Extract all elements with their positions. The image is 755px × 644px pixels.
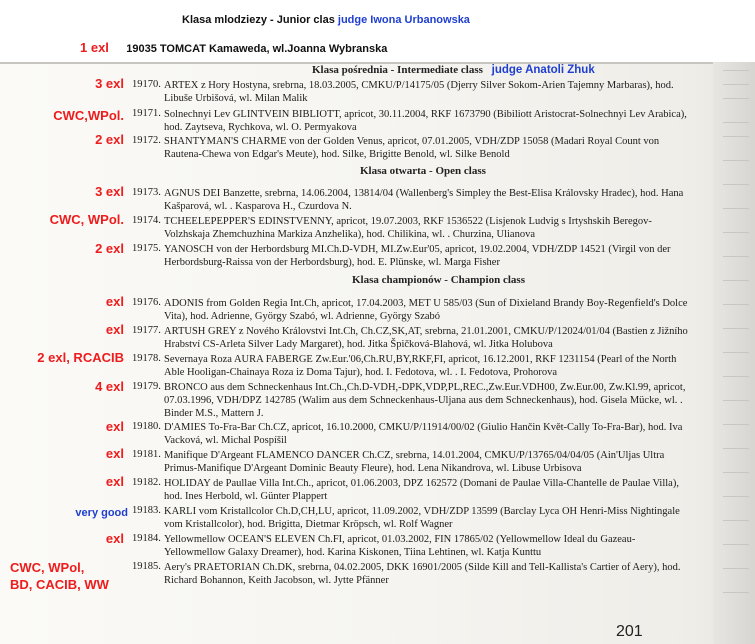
junior-entry-text: 19035 TOMCAT Kamaweda, wl.Joanna Wybranska (126, 43, 388, 55)
result-19176: exl (105, 294, 124, 309)
result-19175: 2 exl (95, 241, 124, 256)
catalogue-number-19181: 19181. (132, 449, 161, 460)
entry-text-19183: KARLI vom Kristallcolor Ch.D,CH,LU, apricot, 11.09.2002, VDH/ZDP 13599 (Barclay Lyca OH Henri-Miss Nightingale vom Kristallcolor), hod. Brigitta, Dietmar Kröpsch, wl. Rolf Wagner (164, 506, 680, 530)
entry-text-19173: AGNUS DEI Banzette, srebrna, 14.06.2004, 13814/04 (Wallenberg's Simpley the Best-Elisa Královsky Hradec), hod. Hana Kašparová, wl. . Kasparova H., Czurdova N. (164, 188, 684, 212)
result-19185-line-2: BD, CACIB, WW (10, 577, 109, 592)
entry-text-19179: BRONCO aus dem Schneckenhaus Int.Ch.,Ch.D-VDH,-DPK,VDP,PL,REC.,Zw.Eur.VDH00, Zw.Eur.00, Zw.Kl.99, apricot, 07.03.1996, VDH/DPZ 142785 (Walim aus dem Schneckenhaus-Uljana aus dem Schneckenhaus), hod. Gisela Mücke, wl. . Binder M.S., Mattern J. (164, 382, 686, 419)
header-area (0, 0, 755, 62)
result-19181: exl (105, 446, 124, 461)
entry-text-19185: Aery's PRAETORIAN Ch.DK, srebrna, 04.02.2005, DKK 16901/2005 (Silde Kill and Tell-Kallista's Cartier of Aery), hod. Richard Bohannon, Keith Jacobson, wl. Jytte Pfänner (164, 562, 681, 586)
catalogue-number-19180: 19180. (132, 421, 161, 432)
result-19185 (10, 559, 109, 593)
section-title-intermediate (312, 64, 595, 76)
junior-class-judge: judge Iwona Urbanowska (337, 14, 470, 26)
junior-class-label: Klasa mlodziezy - Junior clas (182, 14, 335, 26)
result-19185-line-1: CWC, WPol, (10, 560, 85, 575)
result-19179: 4 exl (95, 379, 124, 394)
section-title-text: Klasa otwarta - Open class (360, 165, 486, 177)
section-title-champion (352, 274, 525, 286)
catalogue-number-19173: 19173. (132, 187, 161, 198)
entry-text-19184: Yellowmellow OCEAN'S ELEVEN Ch.FI, apricot, 01.03.2002, FIN 17865/02 (Yellowmellow Ideal du Gazeau-Yellowmellow Galaxy Dreamer), hod. Karina Kiskonen, Tiina Lehtinen, wl. Katja Kunttu (164, 534, 636, 558)
catalogue-number-19174: 19174. (132, 215, 161, 226)
entry-text-19177: ARTUSH GREY z Nového Královstvi Int.Ch, Ch.CZ,SK,AT, srebrna, 21.01.2001, CMKU/P/12024/01/04 (Bastien z Jižního Hrabství CS-Arleta Silver Lady Margaret), hod. Jitka Špičková-Blahová, wl. Jitka Holubova (164, 326, 688, 350)
page-gutter (713, 62, 755, 644)
result-19183: very good (75, 507, 128, 519)
entry-text-19172: SHANTYMAN'S CHARME von der Golden Venus, apricot, 07.01.2005, VDH/ZDP 15058 (Madari Royal Count von Rautena-Chewa von Edgar's Meute), hod. Silke, Brigitte Benold, wl. Silke Benold (164, 136, 660, 160)
junior-class-title (182, 14, 470, 26)
result-19174: CWC, WPol. (49, 212, 124, 227)
result-19180: exl (105, 419, 124, 434)
entry-text-19170: ARTEX z Hory Hostyna, srebrna, 18.03.2005, CMKU/P/14175/05 (Djerry Silver Sokom-Arien Tajemny Marbaras), hod. Libuše Urbišová, wl. Milan Malik (164, 80, 674, 104)
catalogue-number-19175: 19175. (132, 243, 161, 254)
result-19177: exl (105, 322, 124, 337)
result-19172: 2 exl (95, 132, 124, 147)
catalogue-number-19182: 19182. (132, 477, 161, 488)
result-19170: 3 exl (95, 76, 124, 91)
entry-text-19176: ADONIS from Golden Regia Int.Ch, apricot, 17.04.2003, MET U 585/03 (Sun of Dixieland Brandy Boy-Regenfield's Dolce Vita), hod. Adrienne, György Szabó, wl. Adrienne, György Szabó (164, 298, 688, 322)
result-19178: 2 exl, RCACIB (37, 350, 124, 365)
catalogue-number-19183: 19183. (132, 505, 161, 516)
entry-text-19181: Manifique D'Argeant FLAMENCO DANCER Ch.CZ, srebrna, 14.01.2004, CMKU/P/13765/04/04/05 (Ain'Uljas Ultra Primus-Manifique D'Argeant Dominic Beauty Fleure), hod. Lena Nikandrova, wl. Libuse Urbisova (164, 450, 665, 474)
page-number: 201 (616, 623, 643, 640)
junior-entry (80, 40, 387, 55)
entry-text-19171: Solnechnyi Lev GLINTVEIN BIBLIOTT, apricot, 30.11.2004, RKF 1673790 (Bibiliott Aristocrat-Solnechnyi Lev Arabica), hod. Zaytseva, Rychkova, wl. O. Permyakova (164, 109, 687, 133)
entry-text-19175: YANOSCH von der Herbordsburg MI.Ch.D-VDH, MI.Zw.Eur'05, apricot, 19.02.2004, VDH/ZDP 14521 (Virgil von der Herbordsburg-Raissa von der Herbordsburg), hod. E. Plünske, wl. Marga Fisher (164, 244, 671, 268)
catalogue-number-19176: 19176. (132, 297, 161, 308)
entry-text-19174: TCHEELEPEPPER'S EDINSTVENNY, apricot, 19.07.2003, RKF 1536522 (Lisjenok Ludvig s Irtyshskih Beregov-Volzhskaja Zhemchuzhina Markiza Anzhelika), hod. Chilikina, wl. . Churzina, Ulianova (164, 216, 652, 240)
catalogue-number-19178: 19178. (132, 353, 161, 364)
result-19184: exl (105, 531, 124, 546)
entry-text-19178: Severnaya Roza AURA FABERGE Zw.Eur.'06,Ch.RU,BY,RKF,FI, apricot, 16.12.2001, RKF 1231154 (Pearl of the North Able Hooligan-Chainaya Roza iz Doma Tajur), hod. I. Fedotova, wl. . I. Fedotova, Prohorova (164, 354, 677, 378)
entry-text-19182: HOLIDAY de Paullae Villa Int.Ch., apricot, 01.06.2003, DPZ 162572 (Domani de Paulae Villa-Chantelle de Paulae Villa), hod. Ines Herbold, wl. Günter Plappert (164, 478, 679, 502)
intermediate-judge: judge Anatoli Zhuk (491, 64, 595, 76)
catalogue-number-19185: 19185. (132, 561, 161, 572)
result-19171: CWC,WPol. (53, 108, 124, 123)
result-19173: 3 exl (95, 184, 124, 199)
catalogue-number-19184: 19184. (132, 533, 161, 544)
catalogue-number-19170: 19170. (132, 79, 161, 90)
catalogue-number-19177: 19177. (132, 325, 161, 336)
catalogue-number-19172: 19172. (132, 135, 161, 146)
scanned-catalogue-page (0, 62, 755, 644)
catalogue-number-19171: 19171. (132, 108, 161, 119)
junior-entry-result: 1 exl (80, 40, 109, 55)
catalogue-number-19179: 19179. (132, 381, 161, 392)
result-19182: exl (105, 474, 124, 489)
section-title-open (360, 165, 486, 177)
section-title-text: Klasa championów - Champion class (352, 274, 525, 286)
entry-text-19180: D'AMIES To-Fra-Bar Ch.CZ, apricot, 16.10.2000, CMKU/P/11914/00/02 (Giulio Hančin Květ-Cally To-Fra-Bar), hod. Iva Vacková, wl. Michal Pospíšil (164, 422, 683, 446)
section-title-text: Klasa pośrednia - Intermediate class (312, 64, 483, 76)
